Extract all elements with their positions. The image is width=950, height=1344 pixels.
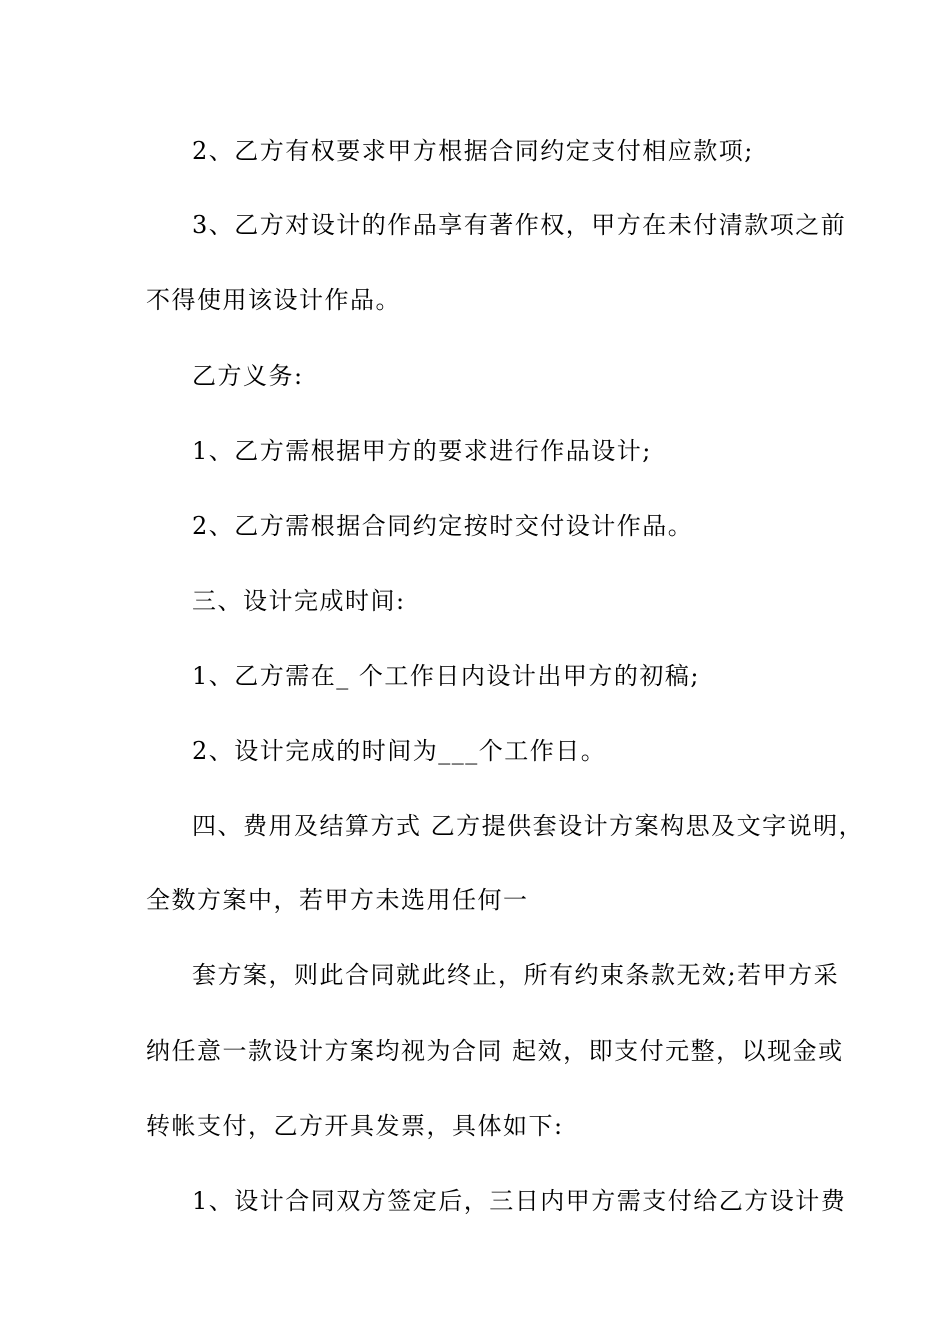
paragraph-line: 套方案，则此合同就此终止，所有约束条款无效;若甲方采 [192,961,840,989]
paragraph-line: 2、设计完成的时间为___个工作日。 [192,737,607,765]
paragraph-line: 1、设计合同双方签定后，三日内甲方需支付给乙方设计费 [192,1187,847,1215]
paragraph-line: 转帐支付，乙方开具发票，具体如下: [146,1112,564,1140]
section-heading: 三、设计完成时间: [192,587,406,615]
paragraph-line: 2、乙方有权要求甲方根据合同约定支付相应款项; [192,137,754,165]
paragraph-line: 3、乙方对设计的作品享有著作权，甲方在未付清款项之前 [192,211,847,239]
section-heading: 乙方义务: [192,362,304,390]
paragraph-line: 2、乙方需根据合同约定按时交付设计作品。 [192,512,694,540]
paragraph-line: 纳任意一款设计方案均视为合同 起效，即支付元整，以现金或 [146,1037,844,1065]
paragraph-line: 1、乙方需在_ 个工作日内设计出甲方的初稿; [192,662,700,690]
section-heading: 四、费用及结算方式 乙方提供套设计方案构思及文字说明， [192,812,865,840]
paragraph-line: 全数方案中，若甲方未选用任何一 [146,886,529,914]
paragraph-line: 1、乙方需根据甲方的要求进行作品设计; [192,437,652,465]
paragraph-line: 不得使用该设计作品。 [146,286,401,314]
